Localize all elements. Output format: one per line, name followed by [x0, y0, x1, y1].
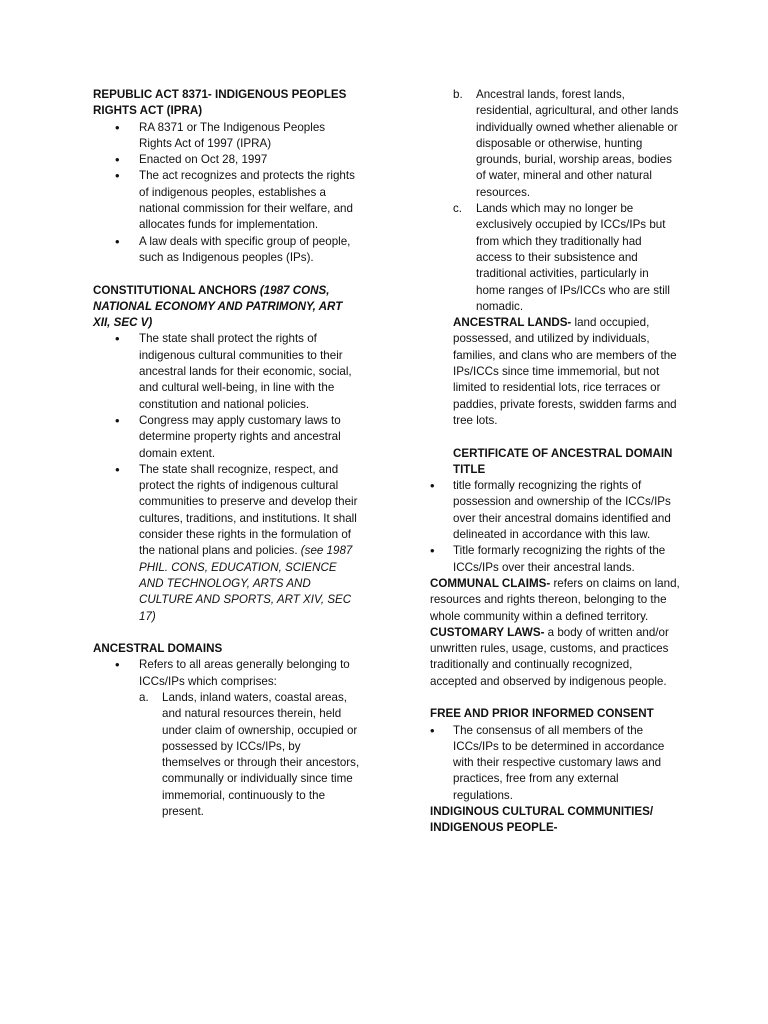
heading-line: REPUBLIC ACT 8371- INDIGENOUS PEOPLES [93, 88, 347, 101]
heading-bold: CONSTITUTIONAL ANCHORS [93, 283, 260, 297]
bullet-citation: (see 1987 PHIL. CONS, EDUCATION, SCIENCE AND TECHNOLOGY, ARTS AND CULTURE AND SPORTS, ART XIV, SEC 17) [139, 544, 353, 623]
bullet-item: • The act recognizes and protects the rights of indigenous peoples, establishes a national commission for their welfare, and allocates funds for implementation. [93, 168, 361, 233]
bullet-item: • The consensus of all members of the ICCs/IPs to be determined in accordance with their respective customary laws and practices, free from any external regulations. [430, 723, 680, 804]
definition-customary-laws [430, 625, 680, 690]
list-marker: c. [453, 202, 463, 216]
heading-citation: (1987 CONS, NATIONAL ECONOMY AND PATRIMONY, ART XII, SEC V) [93, 283, 343, 330]
list-marker: a. [139, 690, 149, 704]
lettered-text: Ancestral lands, forest lands, residential, agricultural, and other lands individually owned whether alienable or disposable or otherwise, hunting grounds, burial, worship areas, bodies of water, mineral and other natural resources. [476, 88, 679, 199]
heading-line: INDIGENOUS PEOPLE- [430, 821, 558, 835]
left-column [93, 87, 361, 820]
bullet-item: • Congress may apply customary laws to determine property rights and ancestral domain extent. [93, 413, 361, 462]
section-heading-ancestral-domains: ANCESTRAL DOMAINS [93, 642, 223, 656]
bullet-text: The state shall recognize, respect, and protect the rights of indigenous cultural communities to preserve and develop their cultures, traditions, and institutions. It shall consider these rights in the formulation of the national plans and policies. [139, 462, 358, 558]
bullet-item: • Enacted on Oct 28, 1997 [93, 152, 361, 168]
section-heading-cadt: CERTIFICATE OF ANCESTRAL DOMAIN TITLE [453, 446, 673, 476]
lettered-text: Lands which may no longer be exclusively occupied by ICCs/IPs but from which they traditionally had access to their subsistence and traditional activities, particularly in home ranges of IPs/ICCs who are still nomadic. [476, 202, 670, 313]
spacer [93, 266, 361, 282]
spacer [93, 625, 361, 641]
bullet-item: • RA 8371 or The Indigenous Peoples Rights Act of 1997 (IPRA) [93, 120, 361, 153]
section-heading-constitutional-anchors [93, 283, 361, 332]
right-column [430, 87, 680, 837]
heading-line: RIGHTS ACT (IPRA) [93, 104, 203, 118]
spacer [430, 429, 680, 445]
list-marker: b. [453, 88, 463, 101]
heading-line: INDIGINOUS CULTURAL COMMUNITIES/ [430, 805, 654, 819]
bullet-item: • title formally recognizing the rights of possession and ownership of the ICCs/IPs over their ancestral domains identified and delineated in accordance with this law. [430, 478, 680, 543]
bullet-item: • The state shall protect the rights of indigenous cultural communities to their ancestral lands for their economic, social, and cultural well-being, in line with the constitution and national policies. [93, 331, 361, 412]
definition-term: COMMUNAL CLAIMS- [430, 576, 551, 590]
lettered-text: Lands, inland waters, coastal areas, and natural resources therein, held under claim of ownership, occupied or possessed by ICCs/IPs, by themselves or through their ancestors, communally or individually since time immemorial, continuously to the present. [162, 690, 360, 819]
bullet-item: • A law deals with specific group of people, such as Indigenous peoples (IPs). [93, 234, 361, 267]
bullet-item [93, 462, 361, 625]
definition-text: refers on claims on land, resources and rights thereon, belonging to the whole community within a defined territory. [430, 576, 680, 623]
lettered-item [430, 201, 680, 315]
spacer [430, 690, 680, 706]
definition-term: CUSTOMARY LAWS- [430, 625, 545, 639]
lettered-item [93, 690, 361, 820]
definition-term: ANCESTRAL LANDS- [453, 316, 572, 330]
section-heading-fpic: FREE AND PRIOR INFORMED CONSENT [430, 707, 654, 721]
bullet-item: • Refers to all areas generally belonging to ICCs/IPs which comprises: [93, 657, 361, 690]
section-heading-ipra [93, 87, 361, 120]
bullet-item: • Title formarly recognizing the rights of the ICCs/IPs over their ancestral lands. [430, 543, 680, 576]
lettered-item [430, 87, 680, 201]
definition-communal-claims [430, 576, 680, 625]
section-heading-icc [430, 804, 680, 837]
definition-text: land occupied, possessed, and utilized by individuals, families, and clans who are members of the IPs/ICCs since time immemorial, but not limited to residential lots, rice terraces or paddies, private forests, swidden farms and tree lots. [453, 316, 677, 427]
definition-ancestral-lands [430, 315, 680, 429]
definition-text: a body of written and/or unwritten rules, usage, customs, and practices traditionally and continually recognized, accepted and observed by indigenous people. [430, 625, 669, 688]
